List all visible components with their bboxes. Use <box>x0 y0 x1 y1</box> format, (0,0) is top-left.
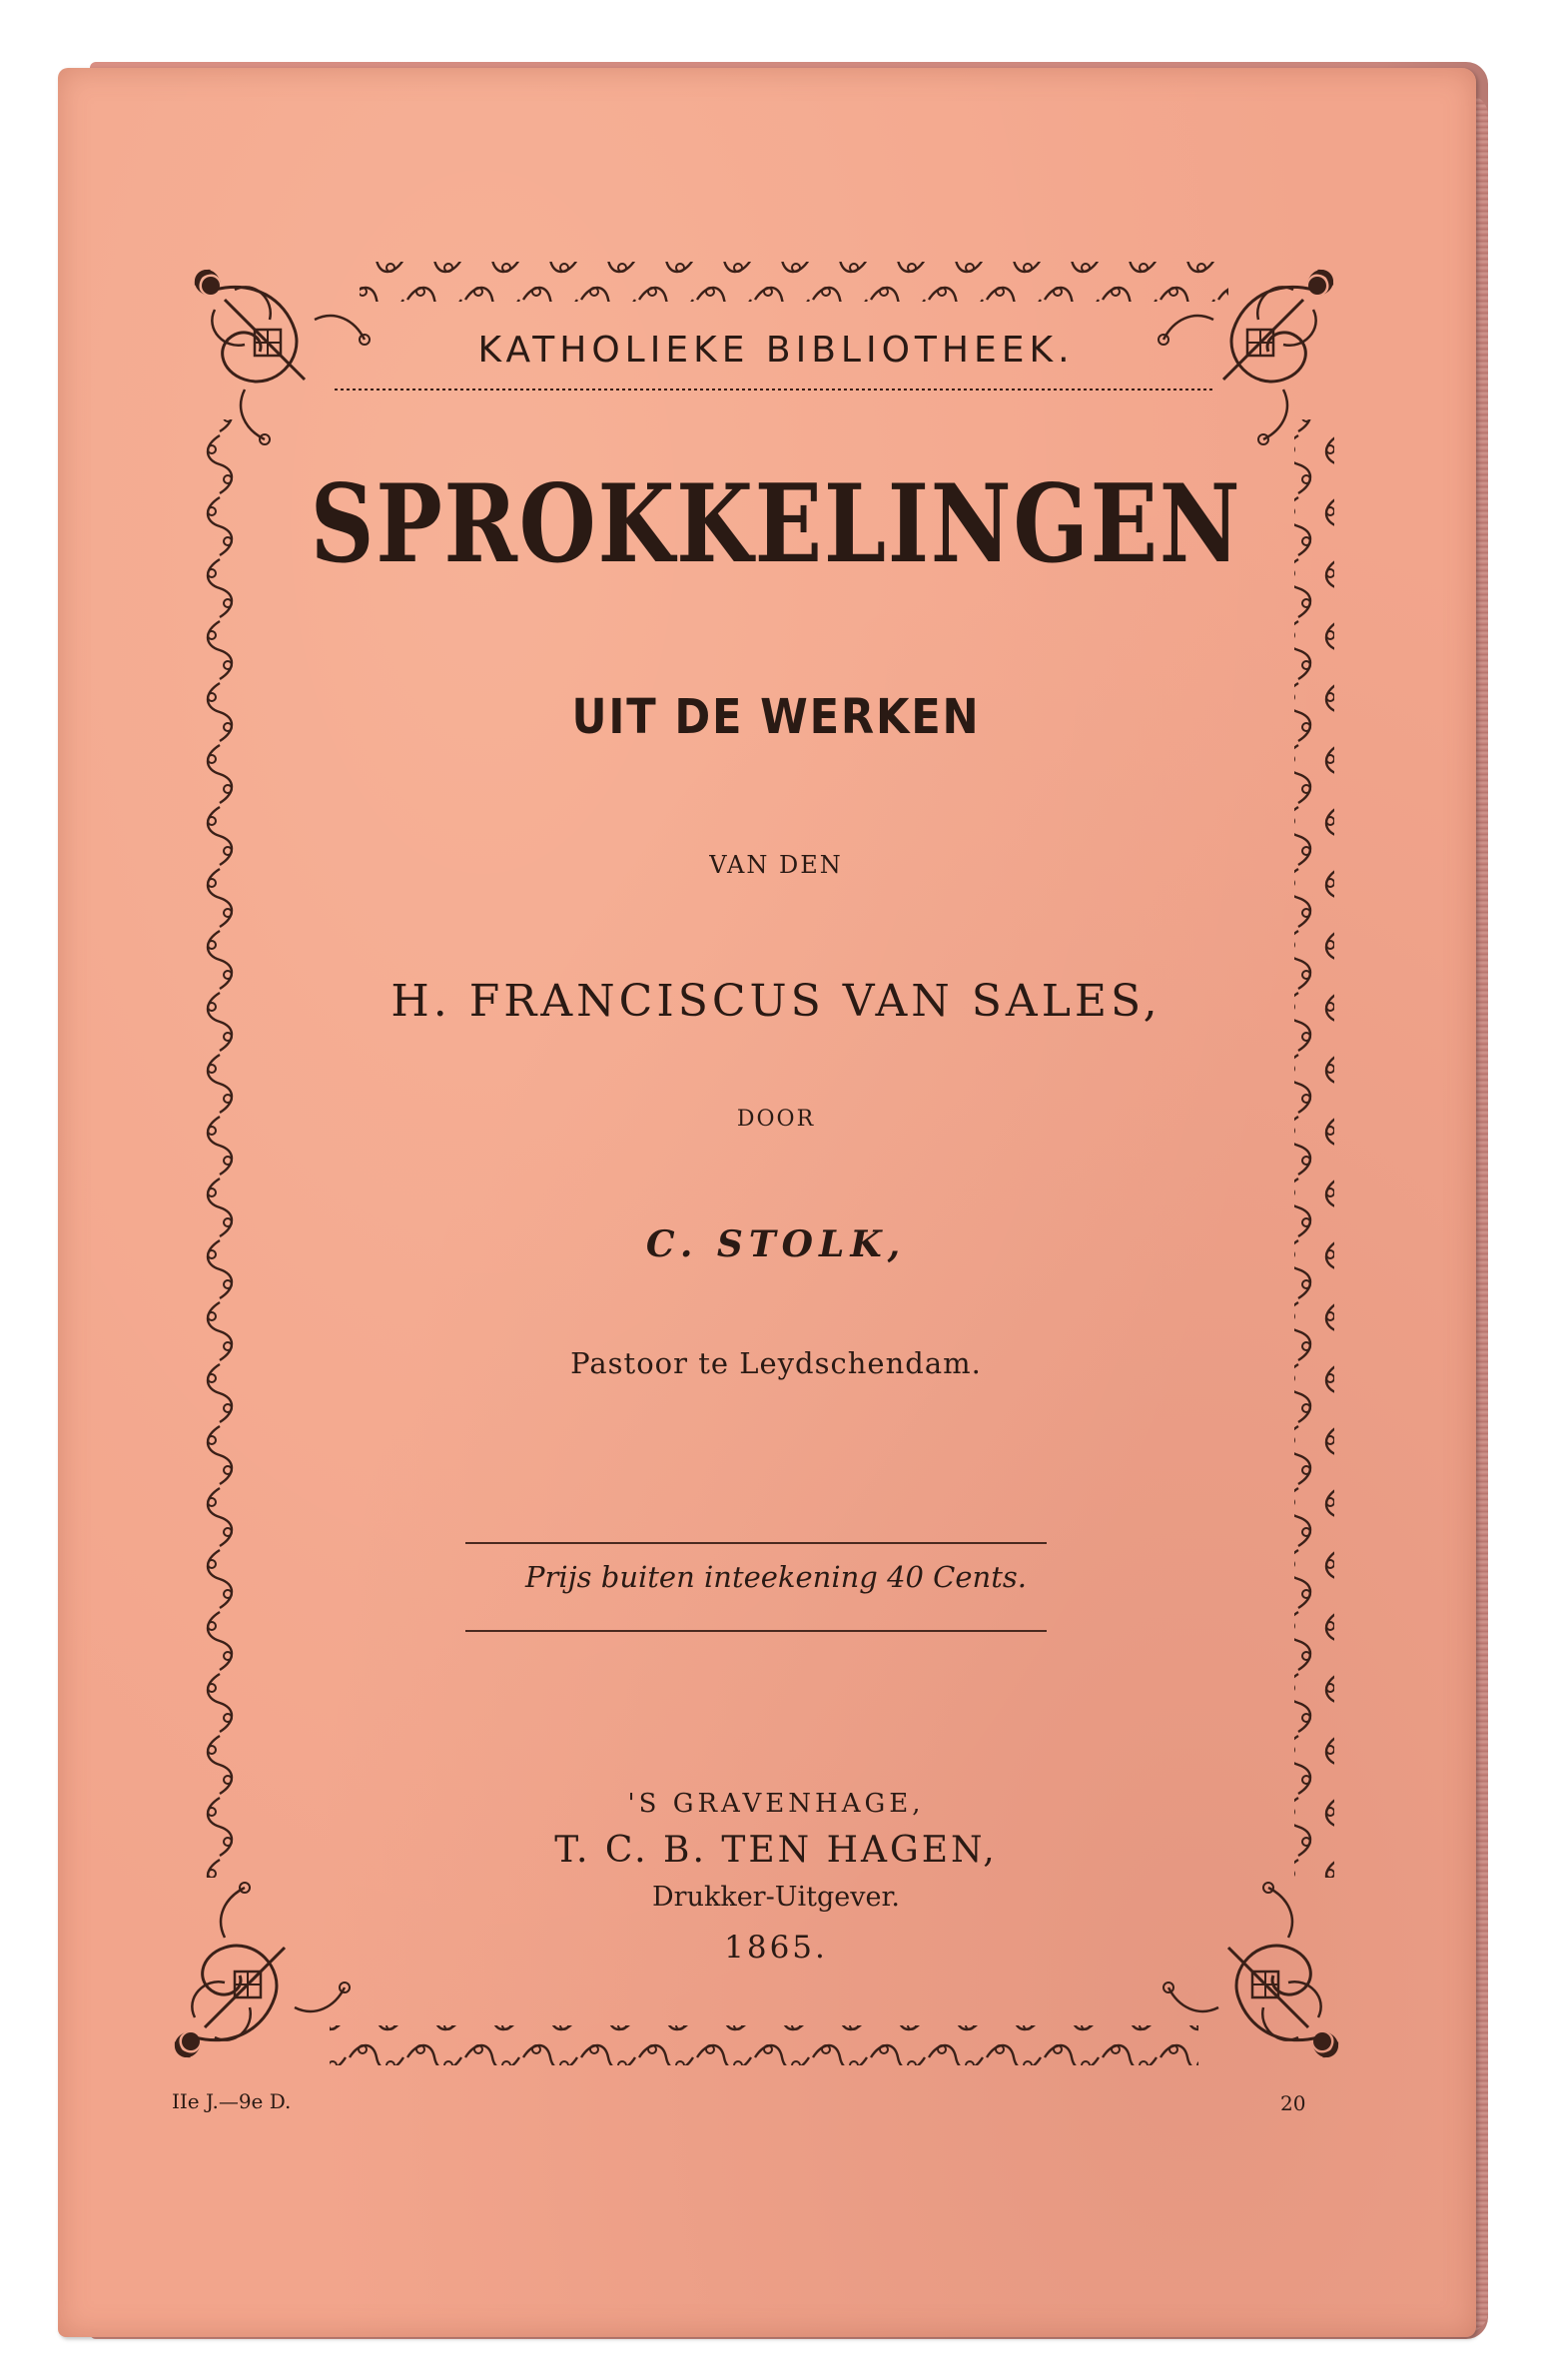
book-title: SPROKKELINGEN <box>310 461 1242 587</box>
price-rule-top <box>465 1542 1047 1544</box>
publisher-role: Drukker-Uitgever. <box>652 1882 900 1913</box>
signature-mark: IIe J.—9e D. <box>172 2089 292 2113</box>
saint-name: H. FRANCISCUS VAN SALES, <box>390 976 1162 1027</box>
author-role: Pastoor te Leydschendam. <box>570 1346 982 1380</box>
publisher-city: 'S GRAVENHAGE, <box>627 1789 925 1819</box>
sheet-number: 20 <box>1280 2091 1306 2115</box>
door-line: DOOR <box>736 1107 816 1132</box>
publication-year: 1865. <box>724 1930 828 1966</box>
publisher-name: T. C. B. TEN HAGEN, <box>554 1830 998 1871</box>
price-rule-bottom <box>465 1630 1047 1632</box>
price-note: Prijs buiten inteekening 40 Cents. <box>525 1560 1027 1594</box>
series-title: KATHOLIEKE BIBLIOTHEEK. <box>477 330 1075 371</box>
author-name: C. STOLK, <box>645 1223 907 1265</box>
van-den-line: VAN DEN <box>709 851 843 879</box>
book-subtitle: UIT DE WERKEN <box>571 689 981 745</box>
